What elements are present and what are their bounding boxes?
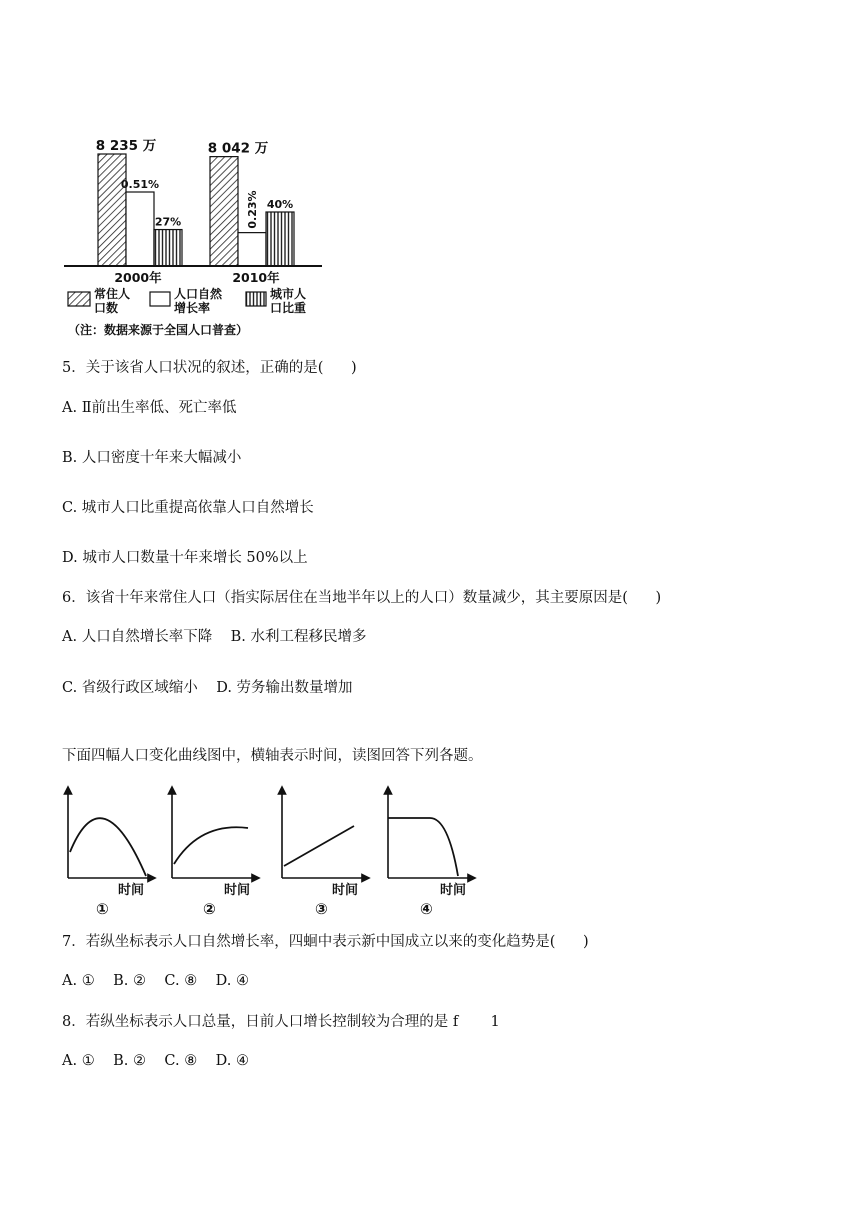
bar-label-resident-1: 8 042 万: [207, 140, 269, 157]
curve-figure-svg: [60, 782, 480, 920]
chart-note: （注：数据来源于全国人口普查）: [68, 323, 249, 337]
panel-1-curve: [70, 818, 146, 876]
bar-label-growth-0: 0.51%: [120, 178, 160, 191]
question-7: 7．若纵坐标表示人口自然增长率，四蛔中表示新中国成立以来的变化趋势是( ): [62, 934, 589, 950]
legend-label-resident-2: 口数: [94, 301, 119, 315]
panel-2-axis-label: 时间: [224, 883, 251, 898]
curve-panel-4: [388, 790, 472, 918]
panel-2-number: ②: [203, 900, 216, 918]
legend-swatch-resident: [68, 292, 90, 306]
question-8: 8．若纵坐标表示人口总量，日前人口增长控制较为合理的是 f 1: [62, 1014, 500, 1030]
question-5-option-d: D. 城市人口数量十年来增长 50%以上: [62, 550, 308, 566]
curve-panel-2: [172, 790, 256, 918]
bar-resident-1: [210, 157, 238, 266]
bar-chart-svg: [60, 130, 342, 348]
bar-label-urban-1: 40%: [266, 198, 294, 211]
curve-figure: [60, 782, 480, 920]
bar-label-urban-0: 27%: [154, 215, 182, 229]
panel-3-axis-label: 时间: [332, 883, 359, 898]
panel-3-curve: [284, 826, 354, 866]
panel-4-curve: [388, 818, 458, 876]
legend-label-growth-1: 人口自然: [174, 287, 223, 301]
bar-label-resident-0: 8 235 万: [95, 138, 157, 154]
question-5-option-c: C. 城市人口比重提高依靠人口自然增长: [62, 500, 314, 516]
bar-group: [98, 154, 294, 266]
panel-2-curve: [174, 827, 248, 864]
legend-label-resident-1: 常住人: [94, 287, 131, 301]
question-5-option-a: A. Ⅱ前出生率低、死亡率低: [62, 400, 237, 416]
panel-3-number: ③: [315, 900, 328, 918]
legend-label-urban-1: 城市人: [270, 287, 307, 301]
category-label-2010: 2010年: [232, 270, 280, 285]
question-6-options-cd: C. 省级行政区域缩小 D. 劳务输出数量增加: [62, 680, 353, 696]
bar-urban-1: [266, 212, 294, 266]
bar-label-growth-1: 0.23%: [246, 190, 259, 229]
bar-growth-1: [238, 233, 266, 266]
curve-panel-3: [282, 790, 366, 918]
panel-1-number: ①: [96, 900, 109, 918]
category-label-2000: 2000年: [114, 270, 162, 285]
legend-swatch-urban: [246, 292, 266, 306]
question-5-option-b: B. 人口密度十年来大幅减小: [62, 450, 242, 466]
question-8-options: A. ① B. ② C. ⑧ D. ④: [62, 1053, 249, 1069]
question-5: 5．关于该省人口状况的叙述，正确的是( ): [62, 360, 357, 376]
bar-resident-0: [98, 154, 126, 266]
population-bar-figure: [60, 130, 342, 348]
curve-panel-1: [68, 790, 152, 918]
curve-intro: 下面四幅人口变化曲线图中，横轴表示时间，读图回答下列各题。: [62, 748, 483, 764]
legend-swatch-growth: [150, 292, 170, 306]
bar-growth-0: [126, 192, 154, 266]
legend-label-growth-2: 增长率: [174, 301, 211, 315]
legend: [68, 286, 306, 315]
panel-4-axis-label: 时间: [440, 883, 467, 898]
question-6-options-ab: A. 人口自然增长率下降 B. 水利工程移民增多: [62, 629, 367, 645]
legend-label-urban-2: 口比重: [270, 301, 307, 315]
question-7-options: A. ① B. ② C. ⑧ D. ④: [62, 973, 249, 989]
panel-4-number: ④: [420, 900, 433, 918]
question-6: 6．该省十年来常住人口（指实际居住在当地半年以上的人口）数量减少，其主要原因是( ): [62, 590, 662, 606]
panel-1-axis-label: 时间: [118, 883, 145, 898]
bar-urban-0: [154, 230, 182, 266]
